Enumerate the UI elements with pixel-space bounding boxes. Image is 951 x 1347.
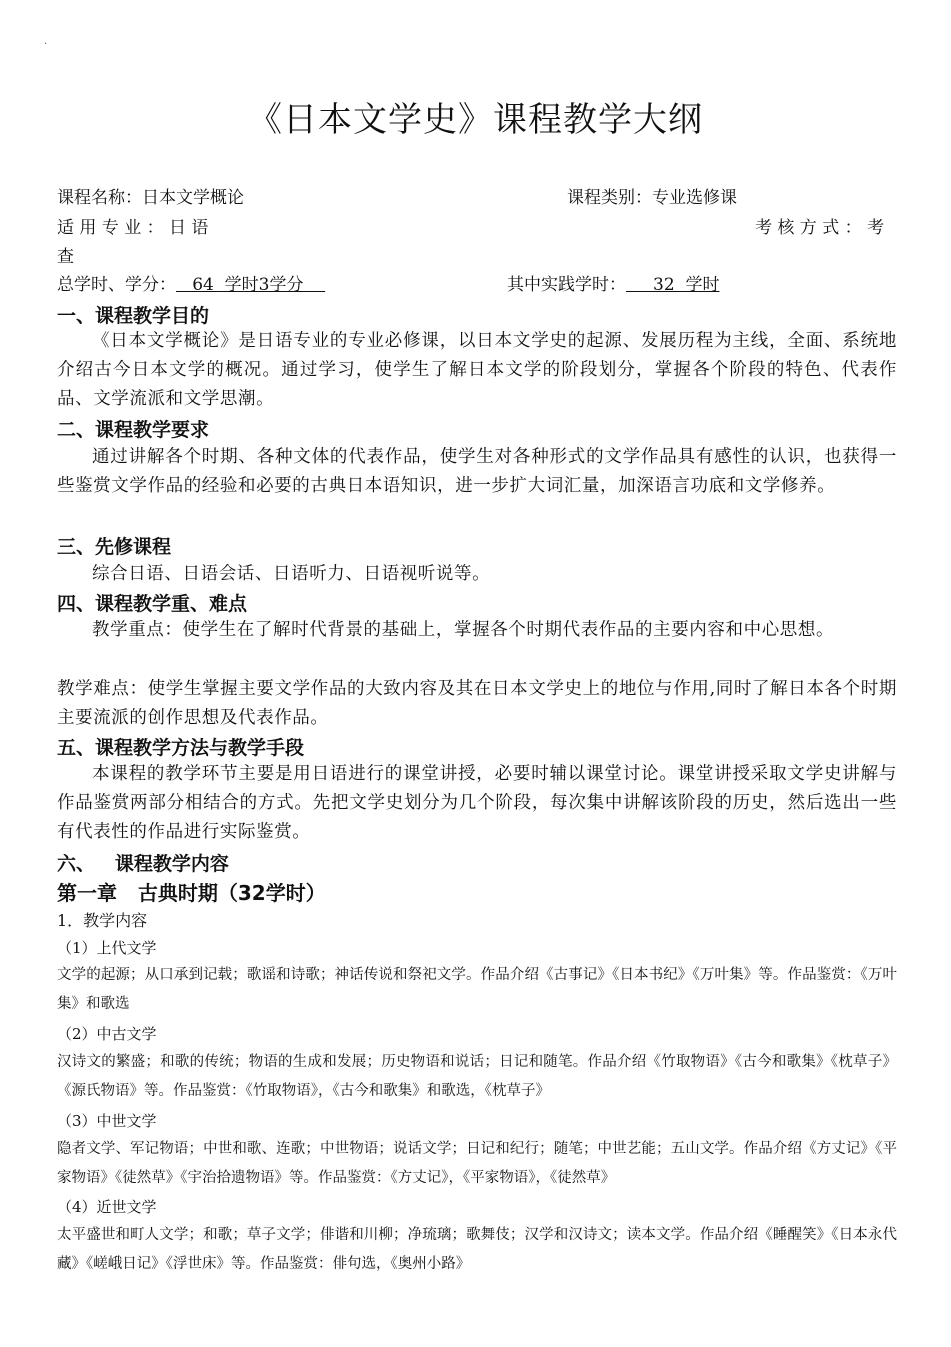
section-heading-4: 四、课程教学重、难点 [57, 593, 248, 615]
assessment-method-cont: 查 [57, 247, 74, 267]
period-text-3: 隐者文学、军记物语；中世和歌、连歌；中世物语；说话文学；日记和纪行；随笔；中世艺能；五山文学。作品介绍《方丈记》《平家物语》《徒然草》《宇治拾遗物语》等。作品鉴赏：《方丈记》，《平家物语》，《徒然草》 [57, 1141, 897, 1186]
period-label-2: （2）中古文学 [57, 1025, 157, 1043]
section-body-4-difficulty: 教学难点：使学生掌握主要文学作品的大致内容及其在日本文学史上的地位与作用,同时了解日本各个时期主要流派的创作思想及代表作品。 [57, 679, 897, 728]
section-heading-2: 二、课程教学要求 [57, 419, 210, 441]
course-name: 课程名称：日本文学概论 [57, 188, 244, 208]
applicable-major: 适 用 专 业 ： 日 语 [57, 218, 209, 238]
document-title: 《日本文学史》课程教学大纲 [248, 100, 703, 140]
section-heading-6: 六、 课程教学内容 [57, 853, 229, 875]
assessment-method: 考 核 方 式 ： 考 [755, 218, 885, 238]
period-text-4: 太平盛世和町人文学；和歌；草子文学；俳谐和川柳；净琉璃；歌舞伎；汉学和汉诗文；读本文学。作品介绍《睡醒笑》《日本永代藏》《嵯峨日记》《浮世床》等。作品鉴赏：俳句选，《奥州小路》 [57, 1227, 897, 1272]
total-hours-value: 64 学时3学分 [176, 275, 326, 295]
section-body-2: 通过讲解各个时期、各种文体的代表作品，使学生对各种形式的文学作品具有感性的认识，也获得一些鉴赏文学作品的经验和必要的古典日本语知识，进一步扩大词汇量，加深语言功底和文学修养。 [57, 447, 897, 496]
practice-hours-label: 其中实践学时： [507, 275, 626, 295]
section-heading-1: 一、课程教学目的 [57, 305, 210, 327]
section-body-3: 综合日语、日语会话、日语听力、日语视听说等。 [92, 564, 491, 584]
content-label: 1．教学内容 [57, 911, 148, 930]
period-label-3: （3）中世文学 [57, 1112, 157, 1130]
period-text-2: 汉诗文的繁盛；和歌的传统；物语的生成和发展；历史物语和说话；日记和随笔。作品介绍《竹取物语》《古今和歌集》《枕草子》《源氏物语》等。作品鉴赏：《竹取物语》，《古今和歌集》和歌选，《枕草子》 [57, 1054, 897, 1099]
section-body-5: 本课程的教学环节主要是用日语进行的课堂讲授，必要时辅以课堂讨论。课堂讲授采取文学史讲解与作品鉴赏两部分相结合的方式。先把文学史划分为几个阶段，每次集中讲解该阶段的历史，然后选出一些有代表性的作品进行实际鉴赏。 [57, 764, 897, 842]
period-label-1: （1）上代文学 [57, 939, 157, 957]
period-text-1: 文学的起源；从口承到记载；歌谣和诗歌；神话传说和祭祀文学。作品介绍《古事记》《日本书纪》《万叶集》等。作品鉴赏：《万叶集》和歌选 [57, 967, 897, 1012]
total-hours-label: 总学时、学分： [57, 275, 176, 295]
section-body-4-focus: 教学重点：使学生在了解时代背景的基础上，掌握各个时期代表作品的主要内容和中心思想。 [92, 620, 835, 640]
section-heading-5: 五、课程教学方法与教学手段 [57, 737, 305, 759]
practice-hours-value: 32 学时 [626, 275, 720, 295]
section-body-1: 《日本文学概论》是日语专业的专业必修课，以日本文学史的起源、发展历程为主线，全面、系统地介绍古今日本文学的概况。通过学习，使学生了解日本文学的阶段划分，掌握各个阶段的特色、代表作品、文学流派和文学思潮。 [57, 331, 897, 409]
course-type: 课程类别：专业选修课 [567, 188, 737, 208]
corner-mark: . [44, 36, 48, 47]
section-heading-3: 三、先修课程 [57, 536, 172, 558]
chapter-heading: 第一章 古典时期（32学时） [57, 881, 326, 905]
period-label-4: （4）近世文学 [57, 1198, 157, 1216]
total-hours [57, 273, 325, 297]
practice-hours [507, 273, 719, 297]
